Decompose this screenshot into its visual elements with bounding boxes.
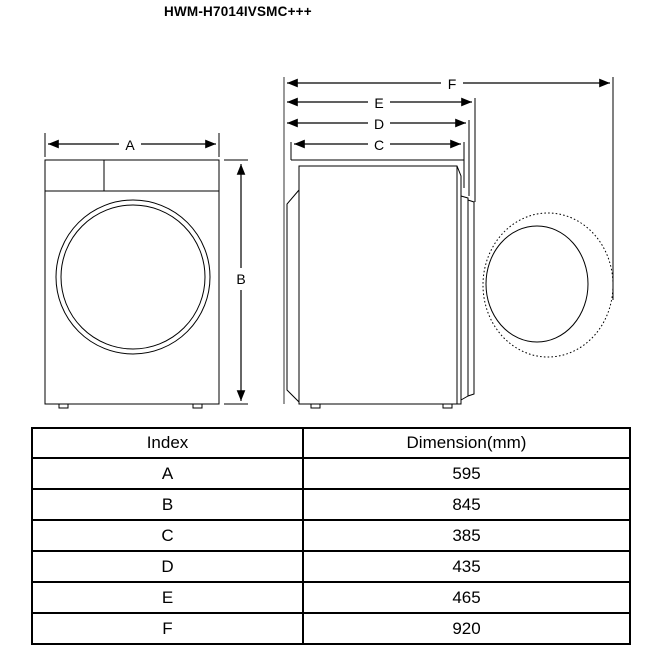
row-value: 845 [303, 489, 630, 520]
table-header-row [32, 428, 630, 458]
front-foot-left [59, 404, 68, 408]
dimension-d [287, 116, 466, 132]
front-door-inner [61, 205, 205, 349]
front-foot-right [193, 404, 202, 408]
door-swing-outer [483, 213, 613, 357]
row-value: 435 [303, 551, 630, 582]
row-value: 595 [303, 458, 630, 489]
side-body-outline [299, 166, 461, 404]
front-door-outer [56, 200, 210, 354]
dimension-e [287, 95, 472, 111]
row-index: B [32, 489, 303, 520]
table-row [32, 582, 630, 613]
row-index: C [32, 520, 303, 551]
row-value: 465 [303, 582, 630, 613]
door-swing-glass [486, 226, 588, 342]
label-e: E [374, 95, 384, 111]
door-swing [483, 213, 613, 357]
row-value: 385 [303, 520, 630, 551]
table-row [32, 520, 630, 551]
row-index: A [32, 458, 303, 489]
front-view [45, 133, 248, 408]
row-value: 920 [303, 613, 630, 644]
label-f: F [447, 76, 457, 92]
side-door-glass [468, 200, 474, 396]
row-index: F [32, 613, 303, 644]
row-index: D [32, 551, 303, 582]
dimensions-table [31, 427, 631, 645]
table-row [32, 613, 630, 644]
table-row [32, 489, 630, 520]
side-foot-left [311, 404, 320, 408]
label-a: A [125, 137, 135, 153]
label-b: B [236, 271, 246, 287]
header-index: Index [32, 428, 303, 458]
header-dimension: Dimension(mm) [303, 428, 630, 458]
label-d: D [373, 116, 385, 132]
row-index: E [32, 582, 303, 613]
dimension-c [294, 137, 461, 153]
dimension-b [236, 164, 245, 401]
label-c: C [373, 137, 385, 153]
table-row [32, 458, 630, 489]
front-body-outline [45, 160, 219, 404]
dimension-f [287, 76, 610, 92]
side-view [284, 77, 613, 408]
table-row [32, 551, 630, 582]
model-title: HWM-H7014IVSMC+++ [164, 4, 312, 19]
side-foot-right [443, 404, 452, 408]
dimension-a [48, 137, 216, 153]
side-door-profile [461, 196, 468, 400]
side-back-bulge [287, 190, 299, 402]
